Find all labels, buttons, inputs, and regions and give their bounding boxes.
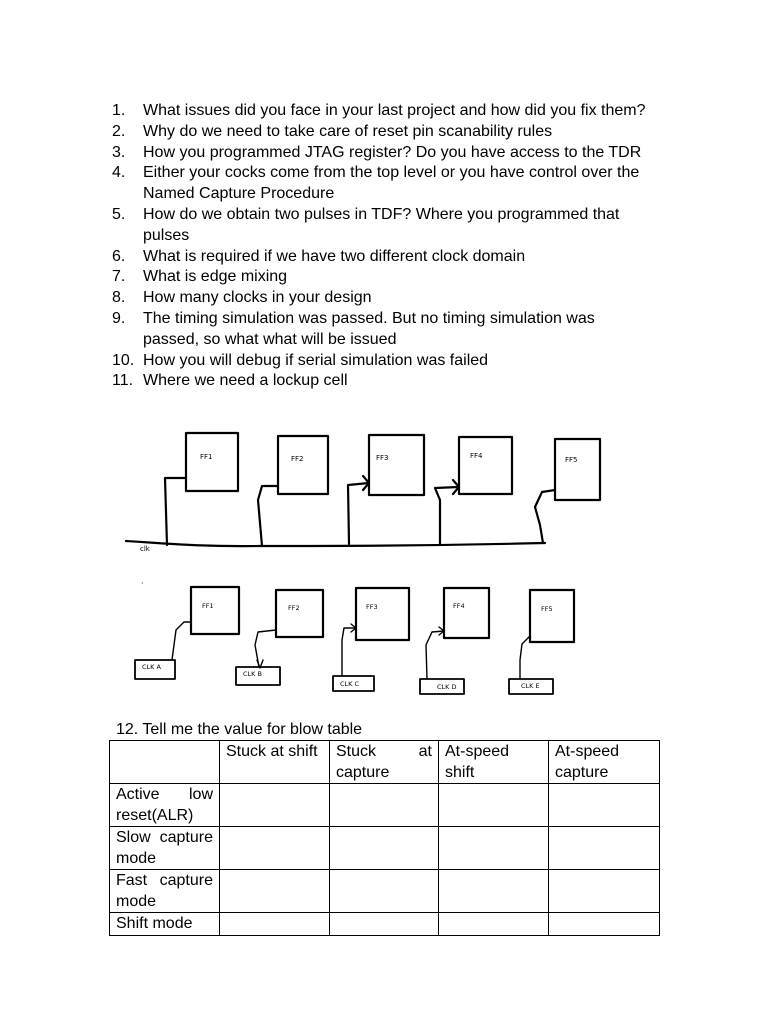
clock-source-label: CLK D: [437, 683, 457, 691]
flip-flop-label: FF2: [291, 455, 304, 463]
table-header-cell: [110, 741, 220, 784]
table-row: [110, 827, 660, 870]
table-row: [110, 913, 660, 936]
question-text: What is required if we have two different clock domain: [143, 247, 526, 265]
clock-source-label: CLK A: [142, 663, 161, 671]
flip-flop-box: [276, 590, 323, 637]
table-cell[interactable]: [549, 784, 660, 827]
flip-flop-label: FF5: [565, 456, 578, 464]
table-cell[interactable]: [549, 870, 660, 913]
question-number: 2.: [112, 122, 126, 140]
clock-source-label: CLK C: [340, 680, 360, 688]
flip-flop-label: FF3: [376, 454, 389, 462]
clock-label: clk: [140, 545, 150, 553]
table-cell[interactable]: [439, 870, 549, 913]
question-number: 10.: [112, 351, 135, 369]
table-header-row: [110, 741, 660, 784]
flip-flop-label: FF4: [453, 602, 465, 610]
table-cell[interactable]: [330, 913, 439, 936]
question-number: 8.: [112, 289, 126, 307]
table-cell[interactable]: [330, 827, 439, 870]
flip-flop-box: [191, 587, 239, 634]
question-text: Why do we need to take care of reset pin scanability rules: [143, 122, 553, 140]
value-table: [109, 740, 660, 936]
table-cell[interactable]: [220, 827, 330, 870]
question-text: Where we need a lockup cell: [143, 372, 348, 390]
flip-flop-box: [356, 588, 409, 640]
flip-flop-label: FF5: [541, 605, 553, 613]
flip-flop-box: [444, 588, 489, 638]
flip-flop-label: FF2: [288, 604, 300, 612]
question-text: How do we obtain two pulses in TDF? Where you programmed that pulses: [143, 205, 620, 244]
clock-source-label: CLK B: [243, 670, 262, 678]
table-header-cell: Stuck at shift: [220, 741, 330, 784]
question-number: 3.: [112, 143, 126, 161]
table-cell[interactable]: [439, 784, 549, 827]
question-number: 7.: [112, 268, 126, 286]
table-cell[interactable]: [439, 913, 549, 936]
table-header-cell: At-speed capture: [549, 741, 660, 784]
question-number: 11.: [112, 372, 134, 390]
question-text: What is edge mixing: [143, 268, 288, 286]
flip-flop-label: FF3: [366, 603, 378, 611]
flip-flop-label: FF1: [200, 453, 213, 461]
table-cell[interactable]: [439, 827, 549, 870]
question-text: Either your cocks come from the top level or you have control over the Named Capture Procedure: [143, 164, 640, 203]
question-number: 9.: [112, 309, 126, 327]
question-number: 4.: [112, 164, 126, 182]
table-row: [110, 870, 660, 913]
question-text: How you programmed JTAG register? Do you have access to the TDR: [143, 143, 642, 161]
table-header-cell: Stuck at capture: [330, 741, 439, 784]
table-cell[interactable]: [220, 784, 330, 827]
table-cell[interactable]: [220, 870, 330, 913]
question-number: 5.: [112, 205, 126, 223]
question-text: How many clocks in your design: [143, 289, 372, 307]
table-row-label: Fast capture mode: [110, 870, 220, 913]
flip-flop-label: FF1: [202, 602, 214, 610]
question-text: What issues did you face in your last project and how did you fix them?: [143, 102, 646, 119]
question-number: 1.: [112, 102, 126, 119]
table-header-cell: At-speed shift: [439, 741, 549, 784]
table-row-label: Slow capture mode: [110, 827, 220, 870]
table-cell[interactable]: [330, 870, 439, 913]
table-cell[interactable]: [549, 913, 660, 936]
flip-flop-label: FF4: [470, 452, 483, 460]
question-text: The timing simulation was passed. But no timing simulation was passed, so what what will be issued: [143, 309, 595, 348]
clock-wire: [342, 628, 356, 676]
table-row-label: Active low reset(ALR): [110, 784, 220, 827]
table-row-label: Shift mode: [110, 913, 220, 936]
table-row: [110, 784, 660, 827]
question-number: 6.: [112, 247, 126, 265]
clock-wire: [172, 622, 191, 660]
clock-wire: [426, 631, 444, 679]
table-cell[interactable]: [549, 827, 660, 870]
clock-wire: [520, 636, 530, 679]
table-cell[interactable]: [220, 913, 330, 936]
table-cell[interactable]: [330, 784, 439, 827]
question-12: 12. Tell me the value for blow table: [116, 721, 363, 738]
clock-source-label: CLK E: [521, 682, 540, 690]
flip-flop-box: [530, 590, 574, 642]
question-text: How you will debug if serial simulation was failed: [143, 351, 489, 369]
stray-dot: ·: [141, 579, 144, 588]
